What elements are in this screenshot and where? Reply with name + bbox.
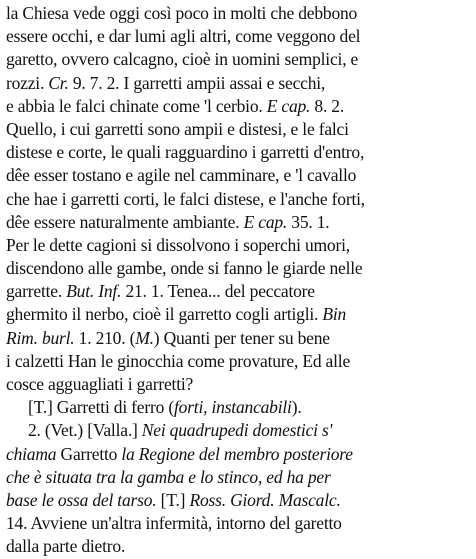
text-line: chiama Garretto la Regione del membro posteriore [6,443,353,464]
text-line: la Chiesa vede oggi così poco in molti che debbono [6,3,358,23]
text-line: che hae i garretti corti, le falci distese, e l'anche forti, [6,188,365,209]
text-line: [T.] Garretti di ferro (forti, instancabili). [28,397,302,418]
text-line: Quello, i cui garretti sono ampii e distesi, e le falci [6,118,349,139]
text-line: che è situata tra la gamba e lo stinco, ed ha per [6,466,331,487]
text-line: i calzetti Han le ginocchia come provature, Ed alle [6,350,351,371]
text-line: dêe essere naturalmente ambiante. E cap. 35. 1. [6,211,330,232]
text-line: 2. (Vet.) [Valla.] Nei quadrupedi domestici s' [28,420,333,441]
text-line: essere occhi, e dar lumi agli altri, come veggono del [6,26,361,47]
text-line: garetto, ovvero calcagno, cioè in uomini semplici, e [6,49,359,70]
text-line: 14. Avviene un'altra infermità, intorno del garetto [6,513,342,534]
text-line: dalla parte dietro. [6,536,126,557]
text-line: dêe esser tostano e agile nel camminare, e 'l cavallo [6,165,357,186]
text-line: ghermito il nerbo, cioè il garretto cogli artigli. Bin [6,304,347,325]
text-line: e abbia le falci chinate come 'l cerbio. E cap. 8. 2. [6,95,345,116]
text-line: Per le dette cagioni si dissolvono i soperchi umori, [6,234,350,255]
text-line: discendono alle gambe, onde si fanno le giarde nelle [6,258,363,279]
text-line: cosce agguagliati i garretti? [6,374,194,394]
text-line: base le ossa del tarso. [T.] Ross. Giord. Mascalc. [6,489,341,510]
text-line: garrette. But. Inf. 21. 1. Tenea... del peccatore [6,281,315,302]
text-line: rozzi. Cr. 9. 7. 2. I garretti ampii assai e secchi, [6,72,326,93]
text-line: distese e corte, le quali ragguardino i garretti d'entro, [6,142,365,163]
text-line: Rim. burl. 1. 210. (M.) Quanti per tener su bene [6,327,330,348]
dictionary-entry-text [6,2,472,559]
